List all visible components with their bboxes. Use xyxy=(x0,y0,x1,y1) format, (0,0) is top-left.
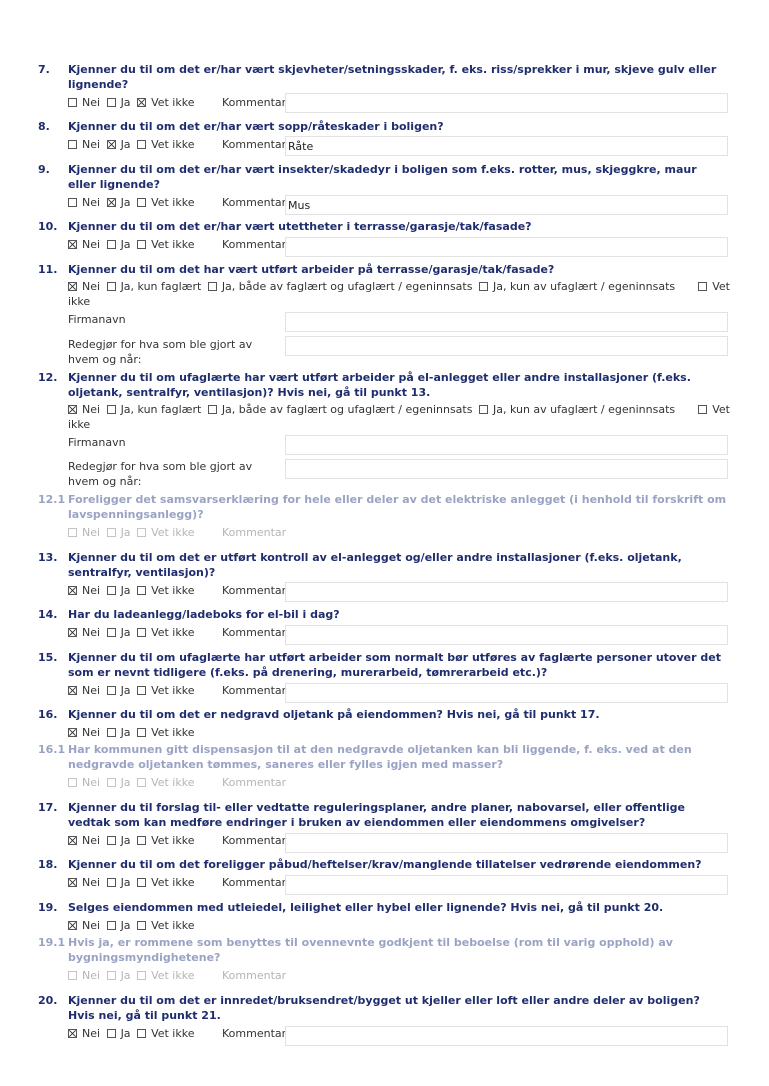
option-label: Ja xyxy=(120,526,131,539)
answer-options xyxy=(68,195,197,210)
firmanavn-label: Firmanavn xyxy=(68,436,126,449)
question-number: 14. xyxy=(38,608,58,621)
option-label: Ja xyxy=(120,684,131,697)
checkbox-icon[interactable] xyxy=(107,878,116,887)
answer-options xyxy=(68,402,730,432)
answer-options xyxy=(68,237,197,252)
question-number: 19.1 xyxy=(38,936,66,949)
checkbox-icon[interactable] xyxy=(107,728,116,737)
option-ja[interactable] xyxy=(107,137,131,152)
checkbox-icon[interactable] xyxy=(137,586,146,595)
option-nei[interactable] xyxy=(68,683,100,698)
option-label: Nei xyxy=(82,776,101,789)
checkbox-icon xyxy=(107,778,116,787)
answer-options xyxy=(68,833,197,848)
option-label: Vet ikke xyxy=(151,626,195,639)
checked-checkbox-icon[interactable] xyxy=(107,198,116,207)
option-label: Nei xyxy=(82,526,101,539)
option-ja[interactable] xyxy=(107,195,131,210)
option-label: Ja xyxy=(120,1027,131,1040)
redegjor-label-line-2: hvem og når: xyxy=(68,353,142,366)
comment-label: Kommentar xyxy=(222,834,287,847)
comment-label: Kommentar xyxy=(222,196,287,209)
question-text: Kjenner du til om det er/har vært skjevheter/setningsskader, f. eks. riss/sprekker i mur, skjeve gulv eller lignende? xyxy=(68,63,717,91)
checkbox-icon[interactable] xyxy=(208,282,217,291)
option-label: Ja, både av faglært og ufaglært / egeninnsats xyxy=(221,280,473,293)
option-label: Nei xyxy=(82,138,101,151)
option-ja[interactable] xyxy=(107,237,131,252)
option-ja[interactable] xyxy=(107,95,131,110)
option-label: Vet xyxy=(712,280,730,293)
question-number: 16.1 xyxy=(38,743,66,756)
option-label: Ja, kun av ufaglært / egeninnsats xyxy=(492,280,676,293)
option-nei[interactable] xyxy=(68,833,100,848)
question-number: 7. xyxy=(38,63,50,76)
option-ja-begge[interactable] xyxy=(208,279,473,294)
option-label: Vet ikke xyxy=(151,919,195,932)
question-number: 20. xyxy=(38,994,58,1007)
option-label: Nei xyxy=(82,1027,101,1040)
option-vet-ikke[interactable] xyxy=(137,725,194,740)
checkbox-icon[interactable] xyxy=(68,140,77,149)
option-ja[interactable] xyxy=(107,1026,131,1041)
comment-field[interactable] xyxy=(285,625,728,645)
option-label: Nei xyxy=(82,919,101,932)
answer-options xyxy=(68,137,197,152)
option-label: Nei xyxy=(82,403,101,416)
option-label: Nei xyxy=(82,834,101,847)
question-text: Kjenner du til om det er/har vært sopp/råteskader i boligen? xyxy=(68,120,444,133)
option-vet-ikke xyxy=(137,775,194,790)
option-label: Nei xyxy=(82,969,101,982)
checkbox-icon[interactable] xyxy=(137,198,146,207)
option-label: Nei xyxy=(82,726,101,739)
question-number: 15. xyxy=(38,651,58,664)
checkbox-icon[interactable] xyxy=(107,686,116,695)
checkbox-icon xyxy=(107,528,116,537)
checked-checkbox-icon[interactable] xyxy=(68,282,77,291)
option-nei[interactable] xyxy=(68,725,100,740)
comment-label: Kommentar xyxy=(222,626,287,639)
option-label-continued: ikke xyxy=(68,418,91,431)
checkbox-icon[interactable] xyxy=(107,836,116,845)
comment-field[interactable]: Mus xyxy=(285,195,728,215)
option-label: Ja xyxy=(120,196,131,209)
option-nei[interactable] xyxy=(68,1026,100,1041)
option-ja-kun-ufaglaert[interactable] xyxy=(479,279,675,294)
checked-checkbox-icon[interactable] xyxy=(107,140,116,149)
question-text: Kjenner du til om det er/har vært insekter/skadedyr i boligen som f.eks. rotter, mus, skjeggkre, maur eller lignende? xyxy=(68,163,697,191)
option-vet-ikke[interactable] xyxy=(137,95,194,110)
option-ja-kun-faglaert[interactable] xyxy=(107,402,202,417)
question-text: Kjenner du til om ufaglærte har vært utført arbeider på el-anlegget eller andre installasjoner (f.eks. oljetank, sentralfyr, ventilasjon)? Hvis nei, gå til punkt 13. xyxy=(68,371,691,399)
option-label: Ja xyxy=(120,776,131,789)
option-vet-ikke[interactable] xyxy=(137,583,194,598)
option-label: Vet ikke xyxy=(151,776,195,789)
option-label: Vet ikke xyxy=(151,584,195,597)
answer-options xyxy=(68,725,197,740)
question-text: Foreligger det samsvarserklæring for hele eller deler av det elektriske anlegget (i henhold til forskrift om lavspenningsanlegg)? xyxy=(68,493,727,521)
option-vet-ikke[interactable] xyxy=(137,195,194,210)
question-text: Hvis ja, er rommene som benyttes til ovennevnte godkjent til beboelse (rom til varig opphold) av bygningsmyndighetene? xyxy=(68,936,673,964)
option-nei[interactable] xyxy=(68,95,100,110)
checkbox-icon[interactable] xyxy=(137,686,146,695)
answer-options xyxy=(68,1026,197,1041)
option-ja[interactable] xyxy=(107,625,131,640)
option-vet-ikke[interactable] xyxy=(137,1026,194,1041)
option-label: Vet ikke xyxy=(151,138,195,151)
option-vet-ikke[interactable] xyxy=(698,402,730,417)
checkbox-icon xyxy=(68,528,77,537)
option-ja-kun-faglaert[interactable] xyxy=(107,279,202,294)
option-ja[interactable] xyxy=(107,583,131,598)
option-nei[interactable] xyxy=(68,137,100,152)
comment-label: Kommentar xyxy=(222,969,287,982)
checked-checkbox-icon[interactable] xyxy=(68,878,77,887)
option-ja-begge[interactable] xyxy=(208,402,473,417)
option-label: Nei xyxy=(82,280,101,293)
comment-field[interactable] xyxy=(285,833,728,853)
option-label: Vet ikke xyxy=(151,834,195,847)
option-vet-ikke[interactable] xyxy=(137,683,194,698)
option-label: Vet ikke xyxy=(151,96,195,109)
question-number: 17. xyxy=(38,801,58,814)
firmanavn-field[interactable] xyxy=(285,312,728,332)
option-nei[interactable] xyxy=(68,195,100,210)
question-number: 13. xyxy=(38,551,58,564)
option-ja[interactable] xyxy=(107,918,131,933)
option-vet-ikke[interactable] xyxy=(137,875,194,890)
answer-options xyxy=(68,918,197,933)
question-text: Kjenner du til om ufaglærte har utført arbeider som normalt bør utføres av faglærte personer utover det som er nevnt tidligere (f.eks. på drenering, murerarbeid, tømrerarbeid etc.)? xyxy=(68,651,721,679)
answer-options xyxy=(68,968,197,983)
option-ja[interactable] xyxy=(107,875,131,890)
answer-options xyxy=(68,525,197,540)
checkbox-icon[interactable] xyxy=(107,405,116,414)
checkbox-icon[interactable] xyxy=(137,140,146,149)
checked-checkbox-icon[interactable] xyxy=(68,836,77,845)
question-number: 12.1 xyxy=(38,493,66,506)
option-label: Vet ikke xyxy=(151,726,195,739)
option-label: Ja xyxy=(120,238,131,251)
checkbox-icon[interactable] xyxy=(137,728,146,737)
checkbox-icon[interactable] xyxy=(208,405,217,414)
option-label: Nei xyxy=(82,96,101,109)
checkbox-icon[interactable] xyxy=(107,1029,116,1038)
option-label: Ja, kun av ufaglært / egeninnsats xyxy=(492,403,676,416)
option-label: Nei xyxy=(82,626,101,639)
redegjor-label xyxy=(68,459,278,489)
option-label: Nei xyxy=(82,584,101,597)
comment-label: Kommentar xyxy=(222,776,287,789)
option-label: Ja, kun faglært xyxy=(120,403,202,416)
option-nei xyxy=(68,968,100,983)
question-number: 10. xyxy=(38,220,58,233)
comment-field[interactable]: Råte xyxy=(285,136,728,156)
checkbox-icon xyxy=(68,971,77,980)
question-text: Selges eiendommen med utleiedel, leilighet eller hybel eller lignende? Hvis nei, gå til punkt 20. xyxy=(68,901,664,914)
option-ja xyxy=(107,968,131,983)
option-label: Ja xyxy=(120,138,131,151)
redegjor-label xyxy=(68,337,278,367)
redegjor-label-line-1: Redegjør for hva som ble gjort av xyxy=(68,460,253,473)
question-text: Kjenner du til forslag til- eller vedtatte reguleringsplaner, andre planer, nabovarsel, eller offentlige vedtak som kan medføre endringer i bruken av eiendommen eller eiendommens omgivelser? xyxy=(68,801,685,829)
comment-label: Kommentar xyxy=(222,526,287,539)
checked-checkbox-icon[interactable] xyxy=(68,240,77,249)
option-vet-ikke[interactable] xyxy=(137,833,194,848)
option-vet-ikke[interactable] xyxy=(137,625,194,640)
checkbox-icon xyxy=(137,778,146,787)
checked-checkbox-icon[interactable] xyxy=(68,405,77,414)
question-text: Kjenner du til om det har vært utført arbeider på terrasse/garasje/tak/fasade? xyxy=(68,263,555,276)
comment-label: Kommentar xyxy=(222,138,287,151)
option-label: Ja, både av faglært og ufaglært / egeninnsats xyxy=(221,403,473,416)
checked-checkbox-icon[interactable] xyxy=(68,728,77,737)
checkbox-icon[interactable] xyxy=(107,628,116,637)
firmanavn-field[interactable] xyxy=(285,435,728,455)
option-label: Ja xyxy=(120,919,131,932)
option-label: Ja xyxy=(120,96,131,109)
redegjor-label-line-2: hvem og når: xyxy=(68,475,142,488)
question-number: 12. xyxy=(38,371,58,384)
option-vet-ikke xyxy=(137,525,194,540)
answer-options xyxy=(68,583,197,598)
option-nei xyxy=(68,775,100,790)
checkbox-icon[interactable] xyxy=(137,836,146,845)
option-label: Nei xyxy=(82,238,101,251)
checkbox-icon[interactable] xyxy=(107,282,116,291)
option-label: Nei xyxy=(82,684,101,697)
answer-options xyxy=(68,279,730,309)
option-label: Vet xyxy=(712,403,730,416)
checkbox-icon[interactable] xyxy=(137,878,146,887)
checkbox-icon[interactable] xyxy=(479,405,488,414)
checkbox-icon xyxy=(107,971,116,980)
answer-options xyxy=(68,683,197,698)
option-ja[interactable] xyxy=(107,833,131,848)
question-text: Kjenner du til om det er innredet/bruksendret/bygget ut kjeller eller loft eller andre deler av boligen? Hvis nei, gå til punkt 21. xyxy=(68,994,700,1022)
checkbox-icon[interactable] xyxy=(137,240,146,249)
option-label: Vet ikke xyxy=(151,876,195,889)
checkbox-icon[interactable] xyxy=(698,282,707,291)
question-text: Har du ladeanlegg/ladeboks for el-bil i dag? xyxy=(68,608,340,621)
checked-checkbox-icon[interactable] xyxy=(68,1029,77,1038)
option-ja[interactable] xyxy=(107,683,131,698)
checkbox-icon xyxy=(137,528,146,537)
question-text: Kjenner du til om det er nedgravd oljetank på eiendommen? Hvis nei, gå til punkt 17. xyxy=(68,708,600,721)
option-label: Ja xyxy=(120,969,131,982)
option-label: Vet ikke xyxy=(151,526,195,539)
option-vet-ikke xyxy=(137,968,194,983)
option-vet-ikke[interactable] xyxy=(137,918,194,933)
checkbox-icon[interactable] xyxy=(479,282,488,291)
checkbox-icon xyxy=(137,971,146,980)
option-label: Ja, kun faglært xyxy=(120,280,202,293)
option-label-continued: ikke xyxy=(68,295,91,308)
answer-options xyxy=(68,625,197,640)
option-vet-ikke[interactable] xyxy=(698,279,730,294)
option-ja xyxy=(107,525,131,540)
comment-label: Kommentar xyxy=(222,96,287,109)
checkbox-icon[interactable] xyxy=(107,98,116,107)
comment-field[interactable] xyxy=(285,1026,728,1046)
checkbox-icon xyxy=(68,778,77,787)
option-label: Nei xyxy=(82,196,101,209)
option-nei[interactable] xyxy=(68,237,100,252)
option-nei xyxy=(68,525,100,540)
comment-label: Kommentar xyxy=(222,684,287,697)
question-text: Kjenner du til om det er/har vært utettheter i terrasse/garasje/tak/fasade? xyxy=(68,220,532,233)
question-number: 8. xyxy=(38,120,50,133)
checked-checkbox-icon[interactable] xyxy=(137,98,146,107)
checkbox-icon[interactable] xyxy=(68,198,77,207)
checkbox-icon[interactable] xyxy=(107,921,116,930)
checkbox-icon[interactable] xyxy=(107,240,116,249)
comment-field[interactable] xyxy=(285,93,728,113)
question-number: 18. xyxy=(38,858,58,871)
firmanavn-label: Firmanavn xyxy=(68,313,126,326)
question-text: Kjenner du til om det er utført kontroll av el-anlegget og/eller andre installasjoner (f.eks. oljetank, sentralfyr, ventilasjon)? xyxy=(68,551,682,579)
option-nei[interactable] xyxy=(68,279,100,294)
checked-checkbox-icon[interactable] xyxy=(68,686,77,695)
checkbox-icon[interactable] xyxy=(137,921,146,930)
comment-label: Kommentar xyxy=(222,1027,287,1040)
question-text: Kjenner du til om det foreligger påbud/heftelser/krav/manglende tillatelser vedrørende eiendommen? xyxy=(68,858,702,871)
comment-label: Kommentar xyxy=(222,876,287,889)
answer-options xyxy=(68,875,197,890)
redegjor-field[interactable] xyxy=(285,459,728,479)
answer-options xyxy=(68,775,197,790)
option-ja[interactable] xyxy=(107,725,131,740)
checked-checkbox-icon[interactable] xyxy=(68,628,77,637)
comment-field[interactable] xyxy=(285,237,728,257)
option-nei[interactable] xyxy=(68,875,100,890)
question-number: 11. xyxy=(38,263,58,276)
option-label: Vet ikke xyxy=(151,1027,195,1040)
question-text: Har kommunen gitt dispensasjon til at den nedgravde oljetanken kan bli liggende, f. eks. ved at den nedgravde oljetanken tømmes, saneres eller fylles igjen med masser? xyxy=(68,743,692,771)
comment-field[interactable] xyxy=(285,683,728,703)
checkbox-icon[interactable] xyxy=(137,1029,146,1038)
checked-checkbox-icon[interactable] xyxy=(68,586,77,595)
option-ja-kun-ufaglaert[interactable] xyxy=(479,402,675,417)
checkbox-icon[interactable] xyxy=(137,628,146,637)
option-nei[interactable] xyxy=(68,625,100,640)
option-label: Vet ikke xyxy=(151,684,195,697)
comment-field[interactable] xyxy=(285,582,728,602)
option-ja xyxy=(107,775,131,790)
option-label: Nei xyxy=(82,876,101,889)
option-label: Vet ikke xyxy=(151,238,195,251)
option-label: Vet ikke xyxy=(151,969,195,982)
question-number: 19. xyxy=(38,901,58,914)
option-label: Ja xyxy=(120,834,131,847)
redegjor-field[interactable] xyxy=(285,336,728,356)
checkbox-icon[interactable] xyxy=(698,405,707,414)
option-vet-ikke[interactable] xyxy=(137,137,194,152)
comment-label: Kommentar xyxy=(222,584,287,597)
redegjor-label-line-1: Redegjør for hva som ble gjort av xyxy=(68,338,253,351)
comment-field[interactable] xyxy=(285,875,728,895)
comment-label: Kommentar xyxy=(222,238,287,251)
option-label: Ja xyxy=(120,726,131,739)
checkbox-icon[interactable] xyxy=(68,98,77,107)
checked-checkbox-icon[interactable] xyxy=(68,921,77,930)
option-label: Ja xyxy=(120,626,131,639)
option-label: Ja xyxy=(120,584,131,597)
question-number: 9. xyxy=(38,163,50,176)
option-nei[interactable] xyxy=(68,402,100,417)
option-nei[interactable] xyxy=(68,918,100,933)
answer-options xyxy=(68,95,197,110)
option-label: Ja xyxy=(120,876,131,889)
option-label: Vet ikke xyxy=(151,196,195,209)
question-number: 16. xyxy=(38,708,58,721)
option-vet-ikke[interactable] xyxy=(137,237,194,252)
option-nei[interactable] xyxy=(68,583,100,598)
checkbox-icon[interactable] xyxy=(107,586,116,595)
